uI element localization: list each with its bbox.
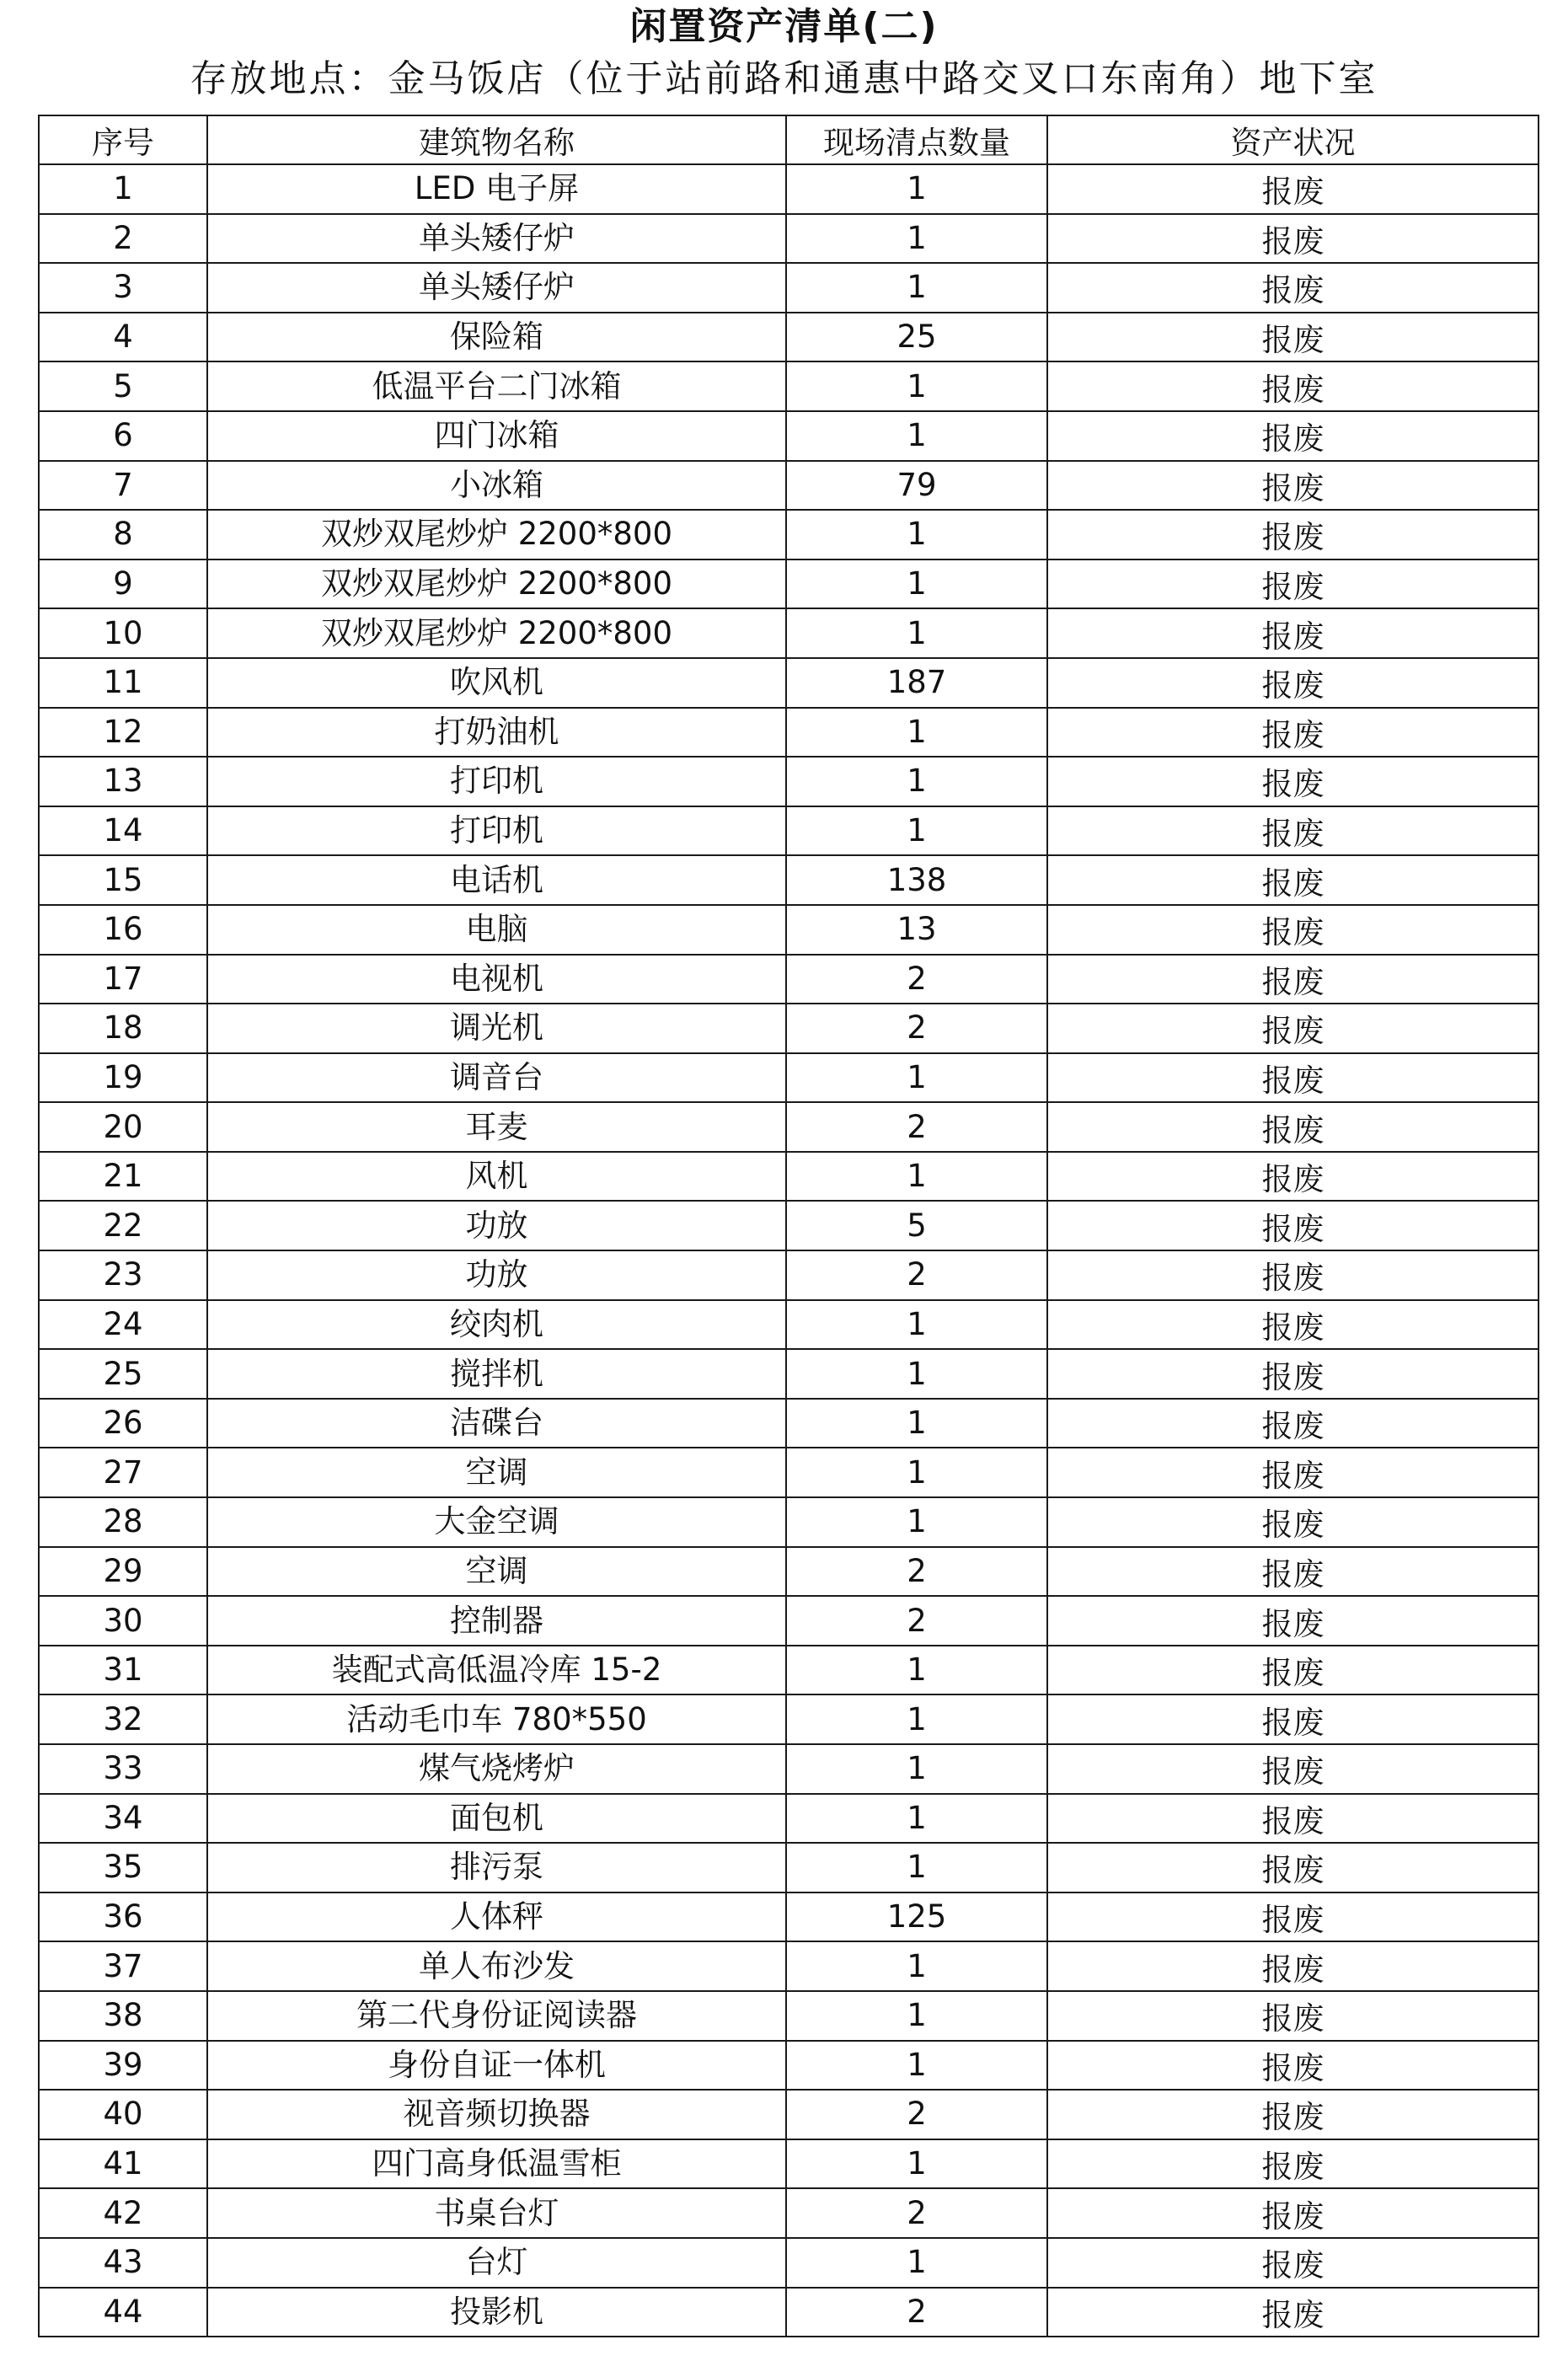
serial-no-cell: 42 [39, 2188, 207, 2238]
count-cell: 1 [786, 559, 1047, 609]
serial-no-cell: 10 [39, 608, 207, 658]
asset-status-cell: 报废 [1047, 2090, 1539, 2139]
table-row [39, 608, 1539, 658]
item-name-cell: 功放 [207, 1250, 786, 1300]
serial-no-cell: 25 [39, 1349, 207, 1399]
item-name-cell: 电话机 [207, 855, 786, 905]
count-cell: 2 [786, 2288, 1047, 2337]
count-cell: 1 [786, 2238, 1047, 2288]
item-name-cell: 打奶油机 [207, 708, 786, 758]
serial-no-cell: 18 [39, 1004, 207, 1053]
count-cell: 138 [786, 855, 1047, 905]
table-row [39, 164, 1539, 214]
asset-status-cell: 报废 [1047, 559, 1539, 609]
table-row [39, 1300, 1539, 1350]
table-row [39, 1053, 1539, 1103]
serial-no-cell: 16 [39, 905, 207, 955]
count-cell: 1 [786, 708, 1047, 758]
table-row [39, 2288, 1539, 2337]
count-cell: 1 [786, 806, 1047, 856]
table-row [39, 361, 1539, 411]
asset-status-cell: 报废 [1047, 1547, 1539, 1597]
count-cell: 1 [786, 1694, 1047, 1744]
count-cell: 2 [786, 1547, 1047, 1597]
item-name-cell: 风机 [207, 1152, 786, 1202]
count-cell: 1 [786, 2041, 1047, 2091]
asset-status-cell: 报废 [1047, 313, 1539, 362]
asset-status-cell: 报废 [1047, 1941, 1539, 1991]
serial-no-cell: 31 [39, 1646, 207, 1695]
serial-no-cell: 3 [39, 263, 207, 313]
table-row [39, 214, 1539, 264]
count-cell: 5 [786, 1201, 1047, 1250]
count-cell: 1 [786, 1448, 1047, 1497]
count-cell: 2 [786, 1250, 1047, 1300]
asset-status-cell: 报废 [1047, 2139, 1539, 2189]
count-cell: 2 [786, 1596, 1047, 1646]
table-row [39, 1596, 1539, 1646]
table-row [39, 1646, 1539, 1695]
serial-no-cell: 43 [39, 2238, 207, 2288]
item-name-cell: 空调 [207, 1547, 786, 1597]
serial-no-cell: 12 [39, 708, 207, 758]
serial-no-cell: 13 [39, 757, 207, 806]
item-name-cell: 单头矮仔炉 [207, 263, 786, 313]
count-cell: 1 [786, 164, 1047, 214]
serial-no-cell: 27 [39, 1448, 207, 1497]
count-cell: 2 [786, 1102, 1047, 1152]
asset-status-cell: 报废 [1047, 806, 1539, 856]
asset-status-cell: 报废 [1047, 214, 1539, 264]
asset-status-cell: 报废 [1047, 1991, 1539, 2041]
asset-status-cell: 报废 [1047, 1152, 1539, 1202]
table-row [39, 955, 1539, 1004]
table-row [39, 1349, 1539, 1399]
table-row [39, 1201, 1539, 1250]
table-row [39, 2090, 1539, 2139]
table-row [39, 2238, 1539, 2288]
table-row [39, 1497, 1539, 1547]
table-row [39, 1004, 1539, 1053]
item-name-cell: 单人布沙发 [207, 1941, 786, 1991]
asset-status-cell: 报废 [1047, 461, 1539, 511]
count-cell: 1 [786, 1152, 1047, 1202]
header-item-name: 建筑物名称 [207, 115, 786, 164]
count-cell: 1 [786, 1349, 1047, 1399]
item-name-cell: 调音台 [207, 1053, 786, 1103]
asset-status-cell: 报废 [1047, 2188, 1539, 2238]
table-row [39, 1744, 1539, 1794]
asset-status-cell: 报废 [1047, 1004, 1539, 1053]
asset-status-cell: 报废 [1047, 1646, 1539, 1695]
serial-no-cell: 32 [39, 1694, 207, 1744]
item-name-cell: 四门高身低温雪柜 [207, 2139, 786, 2189]
asset-table [38, 115, 1539, 2337]
table-row [39, 1250, 1539, 1300]
table-row [39, 510, 1539, 559]
asset-status-cell: 报废 [1047, 1448, 1539, 1497]
asset-status-cell: 报废 [1047, 1300, 1539, 1350]
serial-no-cell: 21 [39, 1152, 207, 1202]
asset-status-cell: 报废 [1047, 1250, 1539, 1300]
table-row [39, 708, 1539, 758]
count-cell: 1 [786, 1744, 1047, 1794]
serial-no-cell: 30 [39, 1596, 207, 1646]
table-row [39, 1547, 1539, 1597]
asset-status-cell: 报废 [1047, 2288, 1539, 2337]
count-cell: 1 [786, 1399, 1047, 1448]
item-name-cell: 书桌台灯 [207, 2188, 786, 2238]
serial-no-cell: 5 [39, 361, 207, 411]
count-cell: 1 [786, 608, 1047, 658]
document-title: 闲置资产清单(二) [629, 5, 939, 48]
table-row [39, 559, 1539, 609]
item-name-cell: 投影机 [207, 2288, 786, 2337]
item-name-cell: 排污泵 [207, 1843, 786, 1892]
count-cell: 1 [786, 1843, 1047, 1892]
table-row [39, 1794, 1539, 1844]
count-cell: 2 [786, 955, 1047, 1004]
asset-status-cell: 报废 [1047, 608, 1539, 658]
item-name-cell: 台灯 [207, 2238, 786, 2288]
table-row [39, 757, 1539, 806]
asset-status-cell: 报废 [1047, 757, 1539, 806]
count-cell: 1 [786, 1646, 1047, 1695]
item-name-cell: 空调 [207, 1448, 786, 1497]
count-cell: 2 [786, 2090, 1047, 2139]
serial-no-cell: 22 [39, 1201, 207, 1250]
asset-status-cell: 报废 [1047, 411, 1539, 461]
asset-status-cell: 报废 [1047, 263, 1539, 313]
table-row [39, 1843, 1539, 1892]
item-name-cell: 吹风机 [207, 658, 786, 708]
serial-no-cell: 40 [39, 2090, 207, 2139]
table-row [39, 1448, 1539, 1497]
count-cell: 25 [786, 313, 1047, 362]
item-name-cell: 洁碟台 [207, 1399, 786, 1448]
item-name-cell: 小冰箱 [207, 461, 786, 511]
item-name-cell: 人体秤 [207, 1892, 786, 1942]
serial-no-cell: 34 [39, 1794, 207, 1844]
count-cell: 187 [786, 658, 1047, 708]
header-count: 现场清点数量 [786, 115, 1047, 164]
asset-status-cell: 报废 [1047, 2238, 1539, 2288]
asset-status-cell: 报废 [1047, 1102, 1539, 1152]
item-name-cell: 身份自证一体机 [207, 2041, 786, 2091]
asset-status-cell: 报废 [1047, 1497, 1539, 1547]
item-name-cell: 大金空调 [207, 1497, 786, 1547]
asset-status-cell: 报废 [1047, 1399, 1539, 1448]
serial-no-cell: 33 [39, 1744, 207, 1794]
serial-no-cell: 29 [39, 1547, 207, 1597]
serial-no-cell: 14 [39, 806, 207, 856]
asset-status-cell: 报废 [1047, 658, 1539, 708]
count-cell: 1 [786, 1053, 1047, 1103]
count-cell: 1 [786, 1991, 1047, 2041]
count-cell: 1 [786, 1300, 1047, 1350]
asset-status-cell: 报废 [1047, 1744, 1539, 1794]
count-cell: 1 [786, 2139, 1047, 2189]
asset-status-cell: 报废 [1047, 1794, 1539, 1844]
item-name-cell: 控制器 [207, 1596, 786, 1646]
table-row [39, 263, 1539, 313]
count-cell: 1 [786, 263, 1047, 313]
table-row [39, 2139, 1539, 2189]
table-row [39, 658, 1539, 708]
serial-no-cell: 41 [39, 2139, 207, 2189]
serial-no-cell: 11 [39, 658, 207, 708]
asset-status-cell: 报废 [1047, 905, 1539, 955]
asset-status-cell: 报废 [1047, 1892, 1539, 1942]
asset-status-cell: 报废 [1047, 1201, 1539, 1250]
asset-status-cell: 报废 [1047, 164, 1539, 214]
item-name-cell: 电视机 [207, 955, 786, 1004]
item-name-cell: 打印机 [207, 806, 786, 856]
table-row [39, 1102, 1539, 1152]
count-cell: 1 [786, 1941, 1047, 1991]
item-name-cell: 四门冰箱 [207, 411, 786, 461]
item-name-cell: 装配式高低温冷库 15-2 [207, 1646, 786, 1695]
table-body [39, 164, 1539, 2337]
count-cell: 13 [786, 905, 1047, 955]
table-row [39, 1892, 1539, 1942]
item-name-cell: 面包机 [207, 1794, 786, 1844]
serial-no-cell: 28 [39, 1497, 207, 1547]
serial-no-cell: 4 [39, 313, 207, 362]
item-name-cell: 双炒双尾炒炉 2200*800 [207, 510, 786, 559]
item-name-cell: 双炒双尾炒炉 2200*800 [207, 559, 786, 609]
serial-no-cell: 7 [39, 461, 207, 511]
serial-no-cell: 9 [39, 559, 207, 609]
item-name-cell: 打印机 [207, 757, 786, 806]
count-cell: 1 [786, 1497, 1047, 1547]
serial-no-cell: 8 [39, 510, 207, 559]
table-row [39, 905, 1539, 955]
item-name-cell: 低温平台二门冰箱 [207, 361, 786, 411]
serial-no-cell: 35 [39, 1843, 207, 1892]
table-row [39, 806, 1539, 856]
asset-status-cell: 报废 [1047, 1349, 1539, 1399]
serial-no-cell: 20 [39, 1102, 207, 1152]
serial-no-cell: 39 [39, 2041, 207, 2091]
asset-status-cell: 报废 [1047, 1053, 1539, 1103]
asset-status-cell: 报废 [1047, 955, 1539, 1004]
table-row [39, 1694, 1539, 1744]
table-row [39, 411, 1539, 461]
storage-location: 存放地点：金马饭店（位于站前路和通惠中路交叉口东南角）地下室 [190, 57, 1378, 100]
item-name-cell: 活动毛巾车 780*550 [207, 1694, 786, 1744]
table-row [39, 313, 1539, 362]
count-cell: 1 [786, 757, 1047, 806]
serial-no-cell: 24 [39, 1300, 207, 1350]
table-row [39, 1991, 1539, 2041]
serial-no-cell: 15 [39, 855, 207, 905]
serial-no-cell: 2 [39, 214, 207, 264]
item-name-cell: 煤气烧烤炉 [207, 1744, 786, 1794]
item-name-cell: 单头矮仔炉 [207, 214, 786, 264]
serial-no-cell: 38 [39, 1991, 207, 2041]
serial-no-cell: 26 [39, 1399, 207, 1448]
serial-no-cell: 23 [39, 1250, 207, 1300]
serial-no-cell: 37 [39, 1941, 207, 1991]
count-cell: 2 [786, 1004, 1047, 1053]
count-cell: 1 [786, 1794, 1047, 1844]
item-name-cell: 调光机 [207, 1004, 786, 1053]
asset-status-cell: 报废 [1047, 855, 1539, 905]
serial-no-cell: 1 [39, 164, 207, 214]
header-asset-status: 资产状况 [1047, 115, 1539, 164]
item-name-cell: 搅拌机 [207, 1349, 786, 1399]
asset-status-cell: 报废 [1047, 1596, 1539, 1646]
table-row [39, 2188, 1539, 2238]
count-cell: 125 [786, 1892, 1047, 1942]
serial-no-cell: 19 [39, 1053, 207, 1103]
asset-status-cell: 报废 [1047, 1843, 1539, 1892]
table-row [39, 1399, 1539, 1448]
serial-no-cell: 17 [39, 955, 207, 1004]
item-name-cell: 电脑 [207, 905, 786, 955]
item-name-cell: 双炒双尾炒炉 2200*800 [207, 608, 786, 658]
item-name-cell: 耳麦 [207, 1102, 786, 1152]
count-cell: 1 [786, 214, 1047, 264]
count-cell: 79 [786, 461, 1047, 511]
item-name-cell: 第二代身份证阅读器 [207, 1991, 786, 2041]
count-cell: 2 [786, 2188, 1047, 2238]
table-row [39, 2041, 1539, 2091]
header-serial-no: 序号 [39, 115, 207, 164]
item-name-cell: 保险箱 [207, 313, 786, 362]
item-name-cell: 视音频切换器 [207, 2090, 786, 2139]
asset-status-cell: 报废 [1047, 510, 1539, 559]
item-name-cell: LED 电子屏 [207, 164, 786, 214]
count-cell: 1 [786, 361, 1047, 411]
item-name-cell: 功放 [207, 1201, 786, 1250]
serial-no-cell: 6 [39, 411, 207, 461]
asset-status-cell: 报废 [1047, 361, 1539, 411]
count-cell: 1 [786, 510, 1047, 559]
serial-no-cell: 36 [39, 1892, 207, 1942]
count-cell: 1 [786, 411, 1047, 461]
table-row [39, 461, 1539, 511]
table-row [39, 1941, 1539, 1991]
asset-status-cell: 报废 [1047, 1694, 1539, 1744]
table-row [39, 1152, 1539, 1202]
asset-status-cell: 报废 [1047, 708, 1539, 758]
table-row [39, 855, 1539, 905]
serial-no-cell: 44 [39, 2288, 207, 2337]
table-header-row [39, 115, 1539, 164]
item-name-cell: 绞肉机 [207, 1300, 786, 1350]
asset-status-cell: 报废 [1047, 2041, 1539, 2091]
